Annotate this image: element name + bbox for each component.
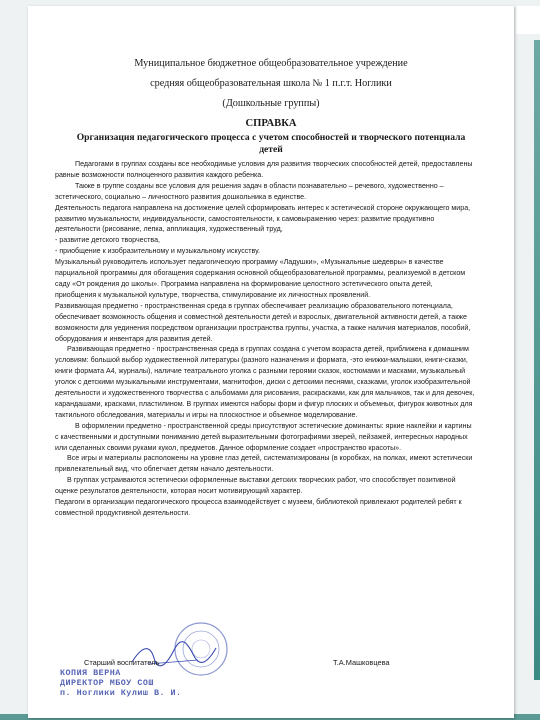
paragraph: Развивающая предметно - пространственная среда в группах обеспечивает реализацию образовательного потенциала, обеспечивает возможность общения и совместной деятельности детей и взрослых, двигательной активности детей, а также возможности для уединения посредством организации пространства группы, участка, а также наличия материалов, пособий, оборудования и инвентаря для развития детей. [55, 301, 471, 343]
org-line-1: Муниципальное бюджетное общеобразовательное учреждение [134, 58, 408, 69]
signature-name: Т.А.Машковцева [333, 658, 390, 667]
doc-title-line-1: Организация педагогического процесса с учетом способностей и творческого потенциала [76, 132, 466, 143]
paragraph: Развивающая предметно - пространственная среда в группах создана с учетом возраста детей, приближена к домашним условиям: большой выбор художественной литературы (разного назначения и формата, -это книжки-малышки, книги-сказки, книги формата А4, журналы), наличие театрального уголка с разными героями сказок, костюмами и масками, музыкальный уголок с детскими музыкальными инструментами, магнитофон, диски с детскими песнями, сказками, уголок изобразительной деятельности и художественного творчества с альбомами для рисования, раскрасками, как для мальчиков, так и для девочек, карандашами, красками, пластилином. В группах имеются наборы форм и фигур плоских и объемных, фигурок животных для тактильного обследования, материалы и игры на плоскостное и объемное моделирование. [55, 345, 475, 419]
org-line-3: (Дошкольные группы) [222, 98, 320, 109]
doc-title-line-2: детей [259, 144, 283, 155]
stamp-line: ДИРЕКТОР МБОУ СОШ [60, 678, 154, 688]
page-corner [516, 6, 540, 34]
paragraph: Педагогами в группах созданы все необходимые условия для развития творческих способностей детей, предоставлены равные возможности полноценного развития каждого ребенка. [55, 160, 473, 179]
org-line-2: средняя общеобразовательная школа № 1 п.г.т. Ноглики [150, 78, 392, 89]
scan-edge-right [534, 40, 540, 680]
paragraph: Все игры и материалы расположены на уровне глаз детей, систематизированы (в коробках, на полках, имеют эстетически привлекательный вид, что облегчает детям начало деятельности. [55, 454, 473, 474]
stamp-line: КОПИЯ ВЕРНА [60, 668, 121, 678]
paragraph: В оформлении предметно - пространственной среды присутствуют эстетические доминанты: яркие наклейки и картины с качественными и доступными пониманию детей выразительными фотографиями зверей, пейзажей, интересных народных или сделанных своими руками кукол, предметов. Данное оформление создает «пространство красоты». [55, 421, 472, 452]
document-page [28, 6, 514, 718]
document-body [55, 159, 475, 519]
paragraph: Музыкальный руководитель использует педагогическую программу «Ладушки», «Музыкальные шедевры» в качестве парциальной программы для обогащения содержания основной общеобразовательной программы, реализуемой в детском саду «От рождения до школы». Программа направлена на формирование целостного эстетического опыта детей, приобщения к музыкальной культуре, творчества, стимулирование их личностных проявлений. [55, 258, 466, 299]
paragraph: Педагоги в организации педагогического процесса взаимодействует с музеем, библиотекой привлекают родителей ребят к совместной продуктивной деятельности. [55, 498, 462, 517]
list-item: - приобщение к изобразительному и музыкальному искусству. [55, 247, 260, 256]
signature-position: Старший воспитатель [84, 658, 160, 667]
paragraph: Деятельность педагога направлена на достижение целей сформировать интерес к эстетической стороне окружающего мира, развитию музыкальности, индивидуальности, самостоятельности, к самовыражению через: развитие продуктивно деятельности (рисование, лепка, аппликация, художественный труд, [55, 203, 471, 234]
paragraph: Также в группе созданы все условия для решения задач в области познавательно – речевого, художественно – эстетического, социально – личностного развития дошкольника в единстве. [55, 181, 444, 201]
paragraph: В группах устраиваются эстетически оформленные выставки детских творческих работ, что способствует позитивной оценке результатов деятельности, которая носит мотивирующий характер. [55, 476, 456, 496]
stamp-line: п. Ноглики Кулиш В. И. [60, 688, 182, 698]
list-item: - развитие детского творчества, [55, 236, 161, 245]
doc-type-title: СПРАВКА [245, 118, 297, 129]
certification-stamp [60, 668, 230, 698]
